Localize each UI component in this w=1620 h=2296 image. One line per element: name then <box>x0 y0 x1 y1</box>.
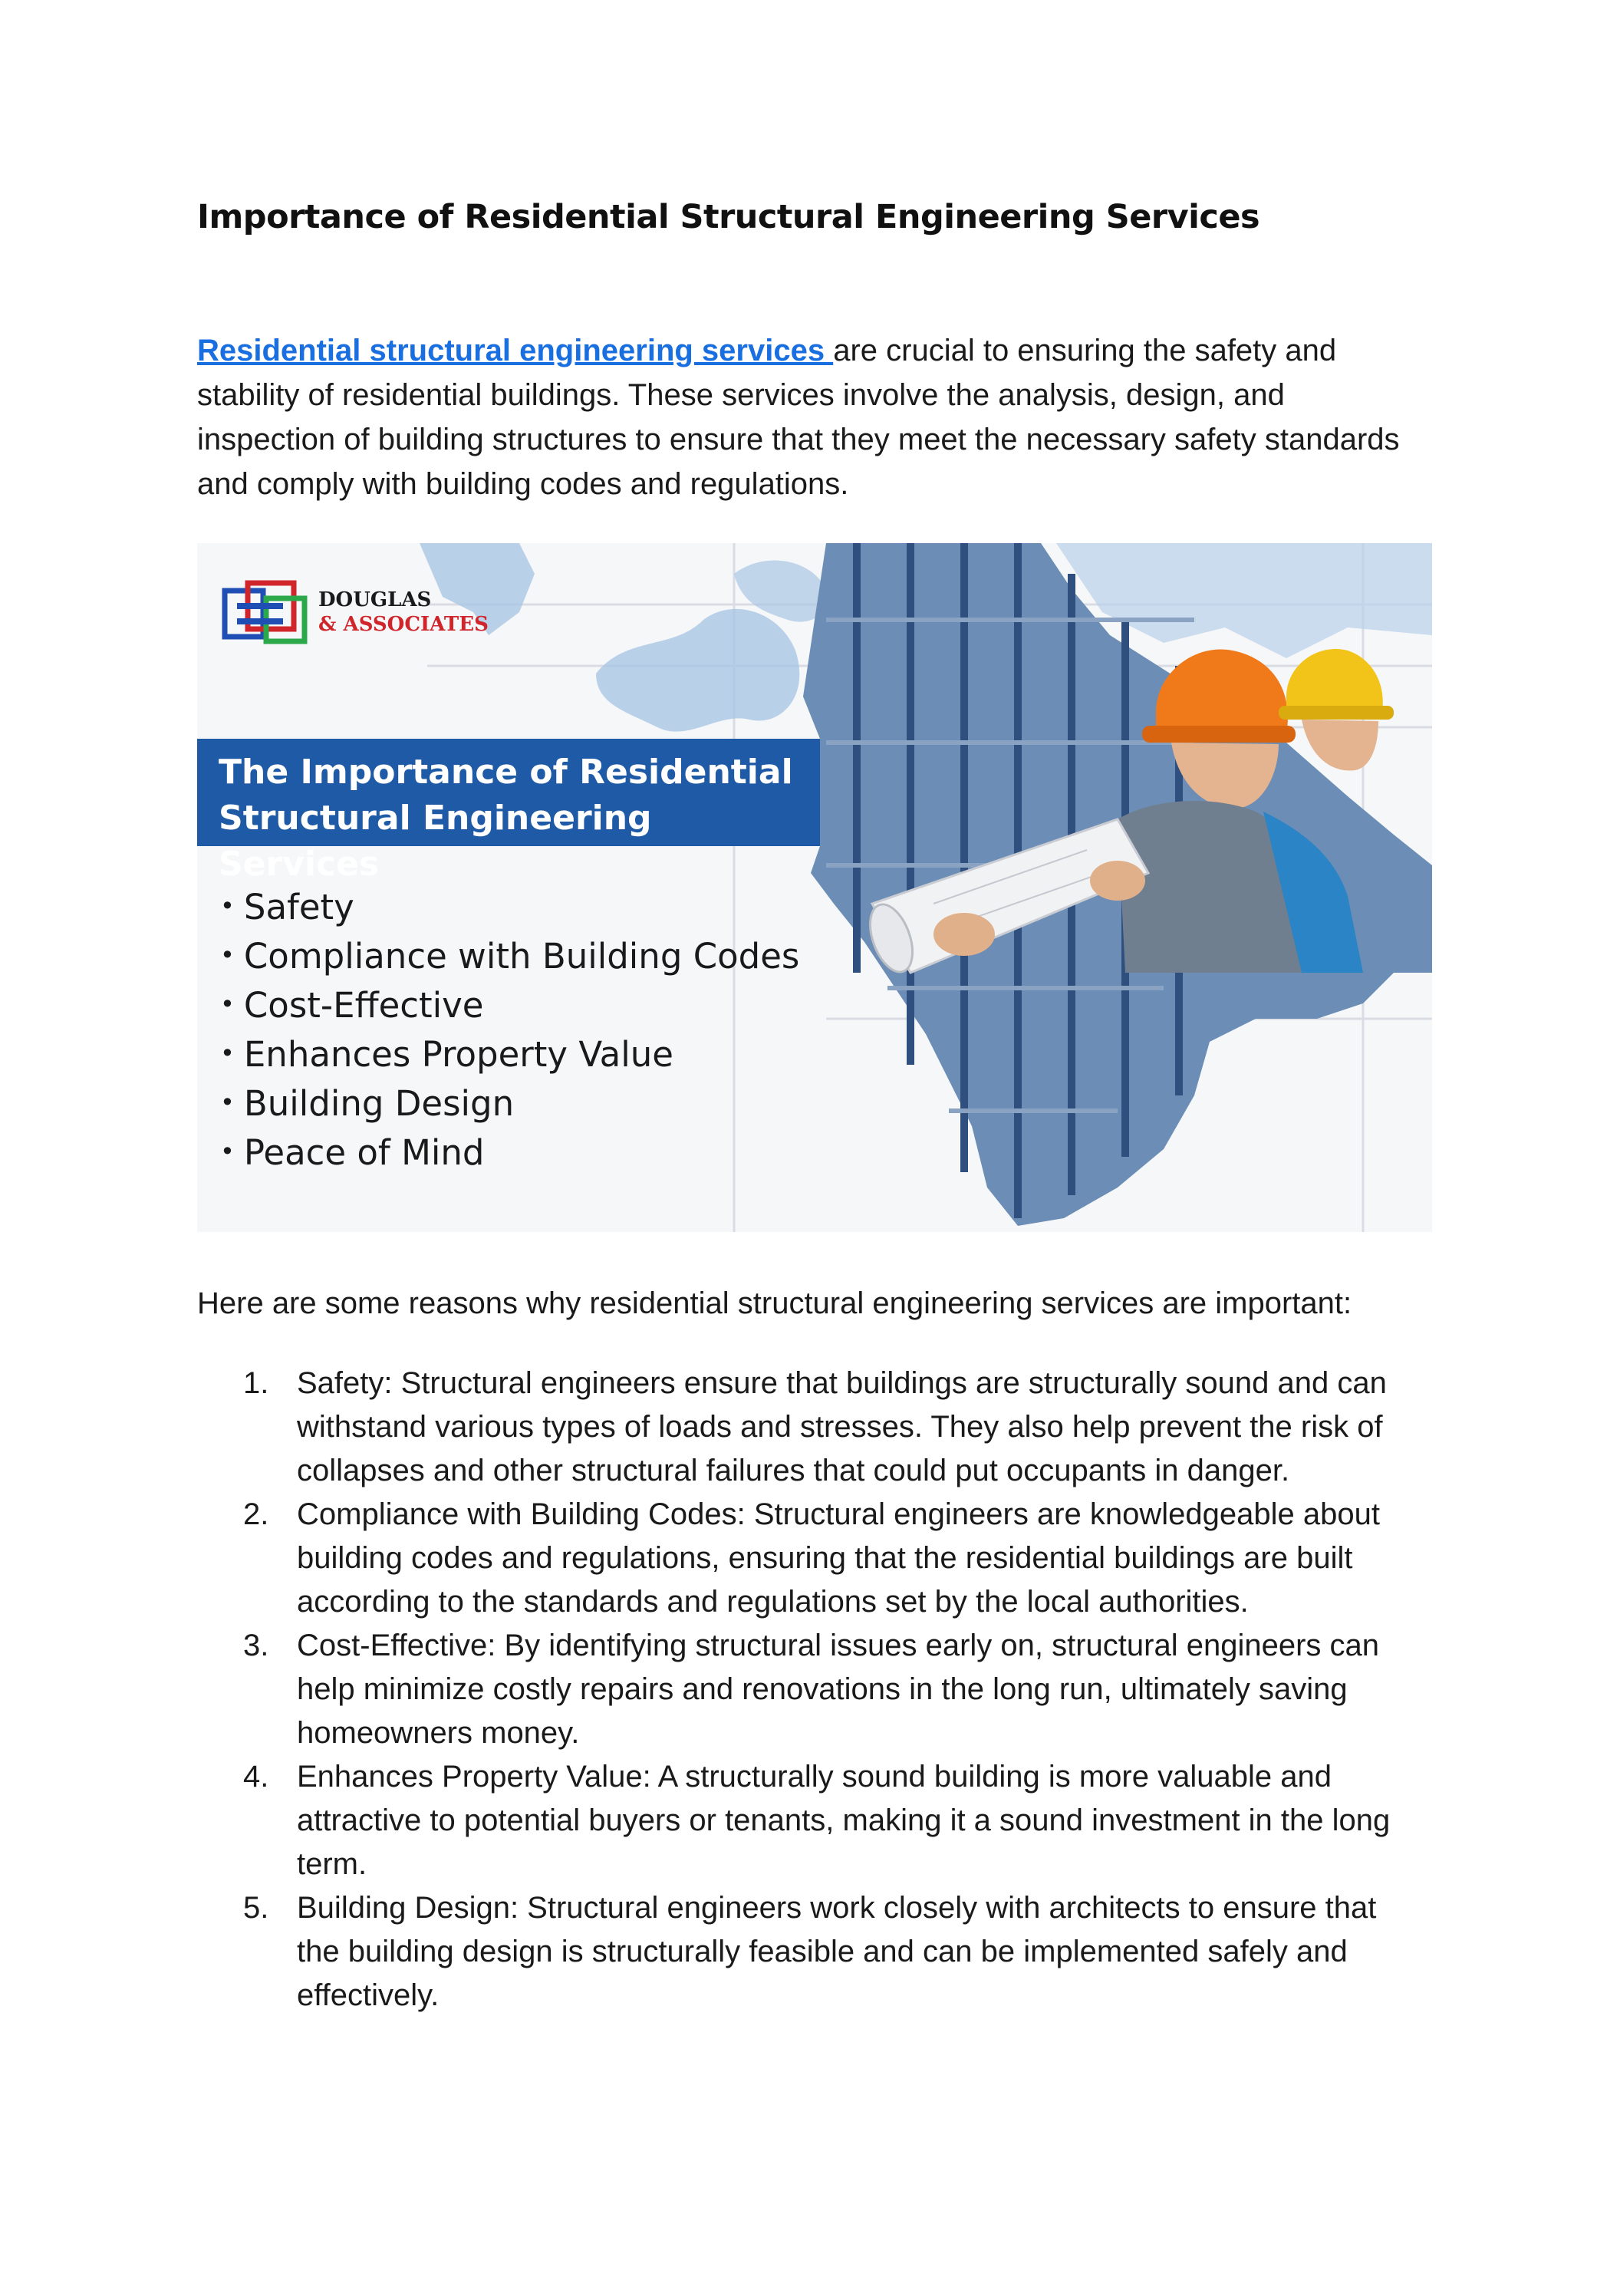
list-item-text: Enhances Property Value: A structurally sound building is more valuable and attractive to potential buyers or tenants, making it a sound investment in the long term. <box>297 1760 1391 1881</box>
list-item-text: Compliance with Building Codes: Structural engineers are knowledgeable about building codes and regulations, ensuring that the residential buildings are built according to the standards and regulations set by the local authorities. <box>297 1497 1380 1619</box>
banner-bullet: • Cost-Effective <box>220 980 799 1029</box>
banner-bullet: • Compliance with Building Codes <box>220 931 799 980</box>
list-item <box>197 1362 1424 1493</box>
list-item-number: 4. <box>243 1760 269 1794</box>
intro-text: are crucial to ensuring the safety and stability of residential buildings. These services involve the analysis, design, and inspection of building structures to ensure that they meet the necessary safety standards and comply with building codes and regulations. <box>197 334 1400 501</box>
banner-bullet: • Safety <box>220 882 799 931</box>
reasons-list <box>197 1362 1424 2018</box>
list-item-number: 1. <box>243 1366 269 1400</box>
banner-bullet-list <box>220 882 799 1177</box>
list-item-text: Cost-Effective: By identifying structural issues early on, structural engineers can help minimize costly repairs and renovations in the long run, ultimately saving homeowners money. <box>297 1629 1380 1750</box>
page-title: Importance of Residential Structural Engineering Services <box>197 198 1260 236</box>
banner-headline-line2: Structural Engineering Services <box>219 799 652 884</box>
reasons-intro: Here are some reasons why residential structural engineering services are important: <box>197 1286 1352 1320</box>
logo-line1: DOUGLAS <box>318 588 432 611</box>
banner-bullet: • Building Design <box>220 1079 799 1128</box>
list-item <box>197 1755 1424 1886</box>
list-item <box>197 1886 1424 2018</box>
intro-paragraph <box>197 328 1424 506</box>
logo-line2: & ASSOCIATES <box>318 613 489 636</box>
list-item-number: 5. <box>243 1891 269 1925</box>
list-item-number: 3. <box>243 1629 269 1662</box>
list-item <box>197 1493 1424 1624</box>
banner-headline <box>197 739 820 884</box>
list-item-text: Safety: Structural engineers ensure that buildings are structurally sound and can withstand various types of loads and stresses. They also help prevent the risk of collapses and other structural failures that could put occupants in danger. <box>297 1366 1387 1487</box>
list-item <box>197 1624 1424 1755</box>
banner-bullet: • Peace of Mind <box>220 1128 799 1177</box>
list-item-text: Building Design: Structural engineers work closely with architects to ensure that the building design is structurally feasible and can be implemented safely and effectively. <box>297 1891 1377 2012</box>
services-link[interactable]: Residential structural engineering services <box>197 334 834 367</box>
logo-text <box>318 588 489 637</box>
list-item-number: 2. <box>243 1497 269 1531</box>
banner-bullet: • Enhances Property Value <box>220 1029 799 1079</box>
banner-image <box>197 543 1432 1232</box>
banner-headline-line1: The Importance of Residential <box>219 753 793 792</box>
